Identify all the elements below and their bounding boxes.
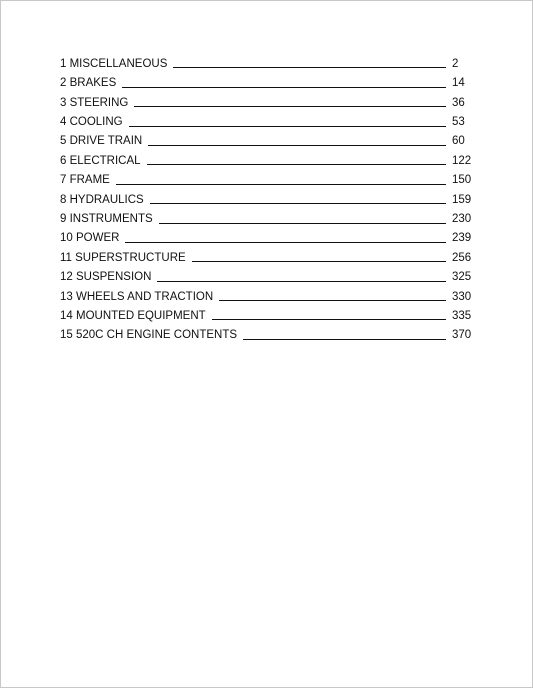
- toc-entry[interactable]: [60, 51, 480, 70]
- toc-entry-title: 2 BRAKES: [60, 77, 117, 90]
- toc-entry-title: 3 STEERING: [60, 96, 129, 109]
- toc-entry-title: 12 SUSPENSION: [60, 271, 152, 284]
- toc-leader-line: [173, 67, 446, 68]
- toc-entry[interactable]: [60, 187, 480, 206]
- toc-entry-page: 53: [452, 116, 465, 129]
- toc-entry[interactable]: [60, 322, 480, 341]
- toc-leader-line: [122, 87, 446, 88]
- toc-leader-line: [147, 164, 446, 165]
- toc-entry-page: 36: [452, 96, 465, 109]
- toc-leader-line: [129, 126, 446, 127]
- toc-leader-line: [243, 339, 446, 340]
- toc-entry-page: 60: [452, 135, 465, 148]
- toc-entry-title: 7 FRAME: [60, 174, 110, 187]
- toc-entry[interactable]: [60, 90, 480, 109]
- toc-leader-line: [116, 184, 446, 185]
- toc-entry[interactable]: [60, 129, 480, 148]
- toc-entry-title: 9 INSTRUMENTS: [60, 213, 153, 226]
- toc-leader-line: [125, 242, 446, 243]
- toc-entry-page: 159: [452, 193, 472, 206]
- toc-leader-line: [192, 261, 446, 262]
- toc-entry-page: 230: [452, 213, 472, 226]
- toc-entry-title: 1 MISCELLANEOUS: [60, 57, 168, 70]
- toc-entry-title: 15 520C CH ENGINE CONTENTS: [60, 329, 238, 342]
- toc-entry[interactable]: [60, 109, 480, 128]
- toc-entry[interactable]: [60, 264, 480, 283]
- toc-entry[interactable]: [60, 303, 480, 322]
- table-of-contents: [60, 51, 480, 342]
- toc-leader-line: [219, 300, 446, 301]
- toc-entry[interactable]: [60, 206, 480, 225]
- toc-entry-title: 14 MOUNTED EQUIPMENT: [60, 309, 206, 322]
- toc-entry-page: 325: [452, 271, 472, 284]
- toc-entry[interactable]: [60, 148, 480, 167]
- toc-entry-page: 122: [452, 154, 472, 167]
- toc-entry-title: 6 ELECTRICAL: [60, 154, 141, 167]
- toc-entry[interactable]: [60, 245, 480, 264]
- toc-entry-title: 4 COOLING: [60, 116, 123, 129]
- toc-entry[interactable]: [60, 284, 480, 303]
- toc-entry[interactable]: [60, 167, 480, 186]
- toc-entry[interactable]: [60, 70, 480, 89]
- toc-leader-line: [159, 223, 446, 224]
- toc-leader-line: [134, 106, 446, 107]
- toc-entry-page: 2: [452, 57, 459, 70]
- toc-entry-page: 330: [452, 290, 472, 303]
- toc-leader-line: [150, 203, 446, 204]
- toc-leader-line: [212, 319, 446, 320]
- toc-entry-title: 13 WHEELS AND TRACTION: [60, 290, 214, 303]
- toc-entry-page: 14: [452, 77, 465, 90]
- toc-entry-page: 256: [452, 251, 472, 264]
- toc-entry[interactable]: [60, 226, 480, 245]
- toc-entry-page: 335: [452, 309, 472, 322]
- toc-entry-title: 11 SUPERSTRUCTURE: [60, 251, 186, 264]
- toc-entry-page: 150: [452, 174, 472, 187]
- toc-leader-line: [148, 145, 446, 146]
- toc-leader-line: [157, 281, 446, 282]
- toc-entry-title: 5 DRIVE TRAIN: [60, 135, 143, 148]
- toc-entry-page: 239: [452, 232, 472, 245]
- toc-entry-page: 370: [452, 329, 472, 342]
- toc-entry-title: 10 POWER: [60, 232, 120, 245]
- toc-entry-title: 8 HYDRAULICS: [60, 193, 144, 206]
